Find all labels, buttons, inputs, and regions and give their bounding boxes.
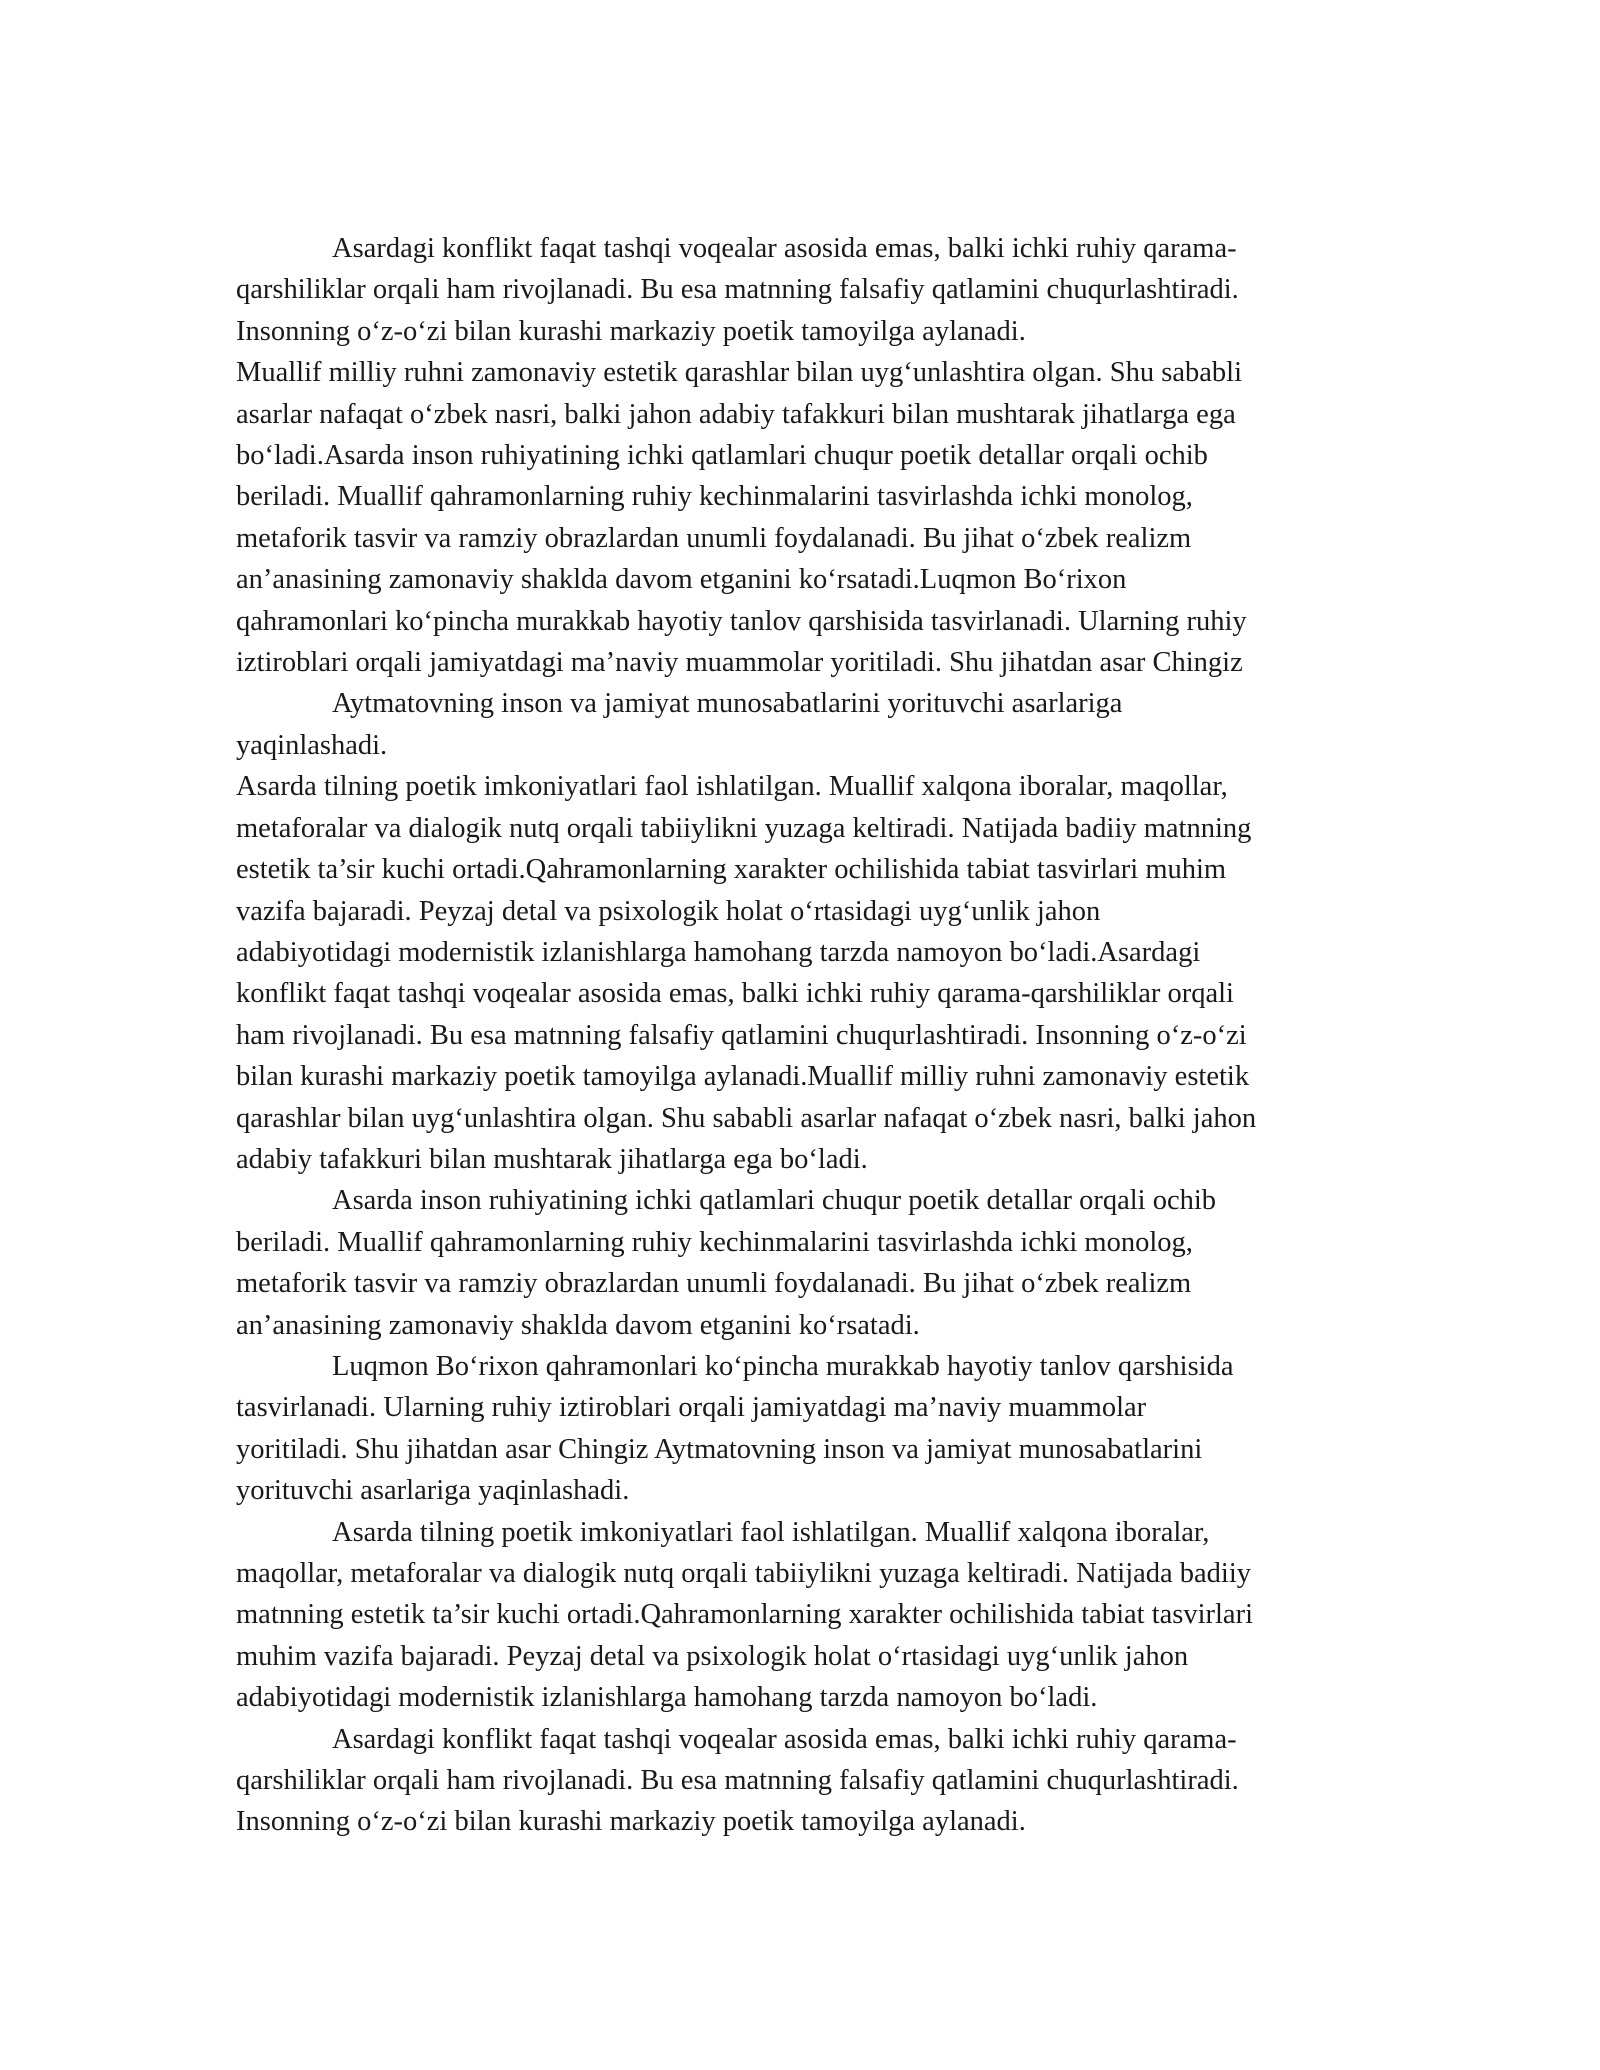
text-line: Asarda inson ruhiyatining ichki qatlamlari chuqur poetik detallar orqali ochib	[332, 1185, 1217, 1217]
text-line: an’anasining zamonaviy shaklda davom etganini ko‘rsatadi.	[236, 1309, 920, 1341]
text-line: muhim vazifa bajaradi. Peyzaj detal va psixologik holat o‘rtasidagi uyg‘unlik jahon	[236, 1640, 1189, 1672]
text-line: Muallif milliy ruhni zamonaviy estetik qarashlar bilan uyg‘unlashtira olgan. Shu sababli	[236, 357, 1242, 389]
text-line: qarshiliklar orqali ham rivojlanadi. Bu esa matnning falsafiy qatlamini chuqurlashtiradi.	[236, 1765, 1239, 1797]
text-line: adabiy tafakkuri bilan mushtarak jihatlarga ega bo‘ladi.	[236, 1143, 868, 1175]
text-line: tasvirlanadi. Ularning ruhiy iztiroblari orqali jamiyatdagi ma’naviy muammolar	[236, 1392, 1147, 1424]
text-line: beriladi. Muallif qahramonlarning ruhiy kechinmalarini tasvirlashda ichki monolog,	[236, 481, 1193, 513]
text-line: konflikt faqat tashqi voqealar asosida emas, balki ichki ruhiy qarama-qarshiliklar orqali	[236, 978, 1234, 1010]
text-line: qarshiliklar orqali ham rivojlanadi. Bu esa matnning falsafiy qatlamini chuqurlashtiradi.	[236, 274, 1239, 306]
text-line: Aytmatovning inson va jamiyat munosabatlarini yorituvchi asarlariga	[332, 688, 1123, 720]
text-line: Luqmon Bo‘rixon qahramonlari ko‘pincha murakkab hayotiy tanlov qarshisida	[332, 1350, 1234, 1382]
text-line: vazifa bajaradi. Peyzaj detal va psixologik holat o‘rtasidagi uyg‘unlik jahon	[236, 895, 1101, 927]
text-line: beriladi. Muallif qahramonlarning ruhiy kechinmalarini tasvirlashda ichki monolog,	[236, 1226, 1193, 1258]
text-line: Asarda tilning poetik imkoniyatlari faol ishlatilgan. Muallif xalqona iboralar, maqollar,	[236, 771, 1228, 803]
text-line: metaforik tasvir va ramziy obrazlardan unumli foydalanadi. Bu jihat o‘zbek realizm	[236, 1268, 1192, 1300]
text-line: yaqinlashadi.	[236, 729, 388, 761]
text-line: estetik ta’sir kuchi ortadi.Qahramonlarning xarakter ochilishida tabiat tasvirlari muhim	[236, 854, 1227, 886]
text-line: an’anasining zamonaviy shaklda davom etganini ko‘rsatadi.Luqmon Bo‘rixon	[236, 564, 1127, 596]
text-line: metaforik tasvir va ramziy obrazlardan unumli foydalanadi. Bu jihat o‘zbek realizm	[236, 522, 1192, 554]
text-line: metaforalar va dialogik nutq orqali tabiiylikni yuzaga keltiradi. Natijada badiiy matnning	[236, 812, 1252, 844]
text-line: bo‘ladi.Asarda inson ruhiyatining ichki qatlamlari chuqur poetik detallar orqali ochib	[236, 440, 1208, 472]
text-line: maqollar, metaforalar va dialogik nutq orqali tabiiylikni yuzaga keltiradi. Natijada badiiy	[236, 1558, 1252, 1589]
text-line: bilan kurashi markaziy poetik tamoyilga aylanadi.Muallif milliy ruhni zamonaviy estetik	[236, 1061, 1250, 1093]
text-line: ham rivojlanadi. Bu esa matnning falsafiy qatlamini chuqurlashtiradi. Insonning o‘z-o‘zi	[236, 1019, 1247, 1051]
text-line: Asardagi konflikt faqat tashqi voqealar asosida emas, balki ichki ruhiy qarama-	[332, 233, 1237, 264]
text-line: qahramonlari ko‘pincha murakkab hayotiy tanlov qarshisida tasvirlanadi. Ularning ruhiy	[236, 605, 1247, 637]
text-line: asarlar nafaqat o‘zbek nasri, balki jahon adabiy tafakkuri bilan mushtarak jihatlarga ega	[236, 398, 1236, 430]
text-line: iztiroblari orqali jamiyatdagi ma’naviy muammolar yoritiladi. Shu jihatdan asar Chingiz	[236, 647, 1243, 679]
text-line: Insonning o‘z-o‘zi bilan kurashi markaziy poetik tamoyilga aylanadi.	[236, 315, 1026, 347]
text-line: qarashlar bilan uyg‘unlashtira olgan. Shu sababli asarlar nafaqat o‘zbek nasri, balki jahon	[236, 1102, 1257, 1134]
text-line: Asardagi konflikt faqat tashqi voqealar asosida emas, balki ichki ruhiy qarama-	[332, 1723, 1237, 1755]
text-line: Insonning o‘z-o‘zi bilan kurashi markaziy poetik tamoyilga aylanadi.	[236, 1806, 1026, 1838]
text-line: adabiyotidagi modernistik izlanishlarga hamohang tarzda namoyon bo‘ladi.	[236, 1682, 1098, 1714]
text-line: yoritiladi. Shu jihatdan asar Chingiz Aytmatovning inson va jamiyat munosabatlarini	[236, 1433, 1203, 1465]
document-body	[236, 228, 1366, 1843]
text-line: yorituvchi asarlariga yaqinlashadi.	[236, 1475, 630, 1507]
text-line: Asarda tilning poetik imkoniyatlari faol ishlatilgan. Muallif xalqona iboralar,	[332, 1516, 1210, 1548]
text-line: matnning estetik ta’sir kuchi ortadi.Qahramonlarning xarakter ochilishida tabiat tasvirlari	[236, 1599, 1253, 1631]
text-line: adabiyotidagi modernistik izlanishlarga hamohang tarzda namoyon bo‘ladi.Asardagi	[236, 936, 1201, 968]
